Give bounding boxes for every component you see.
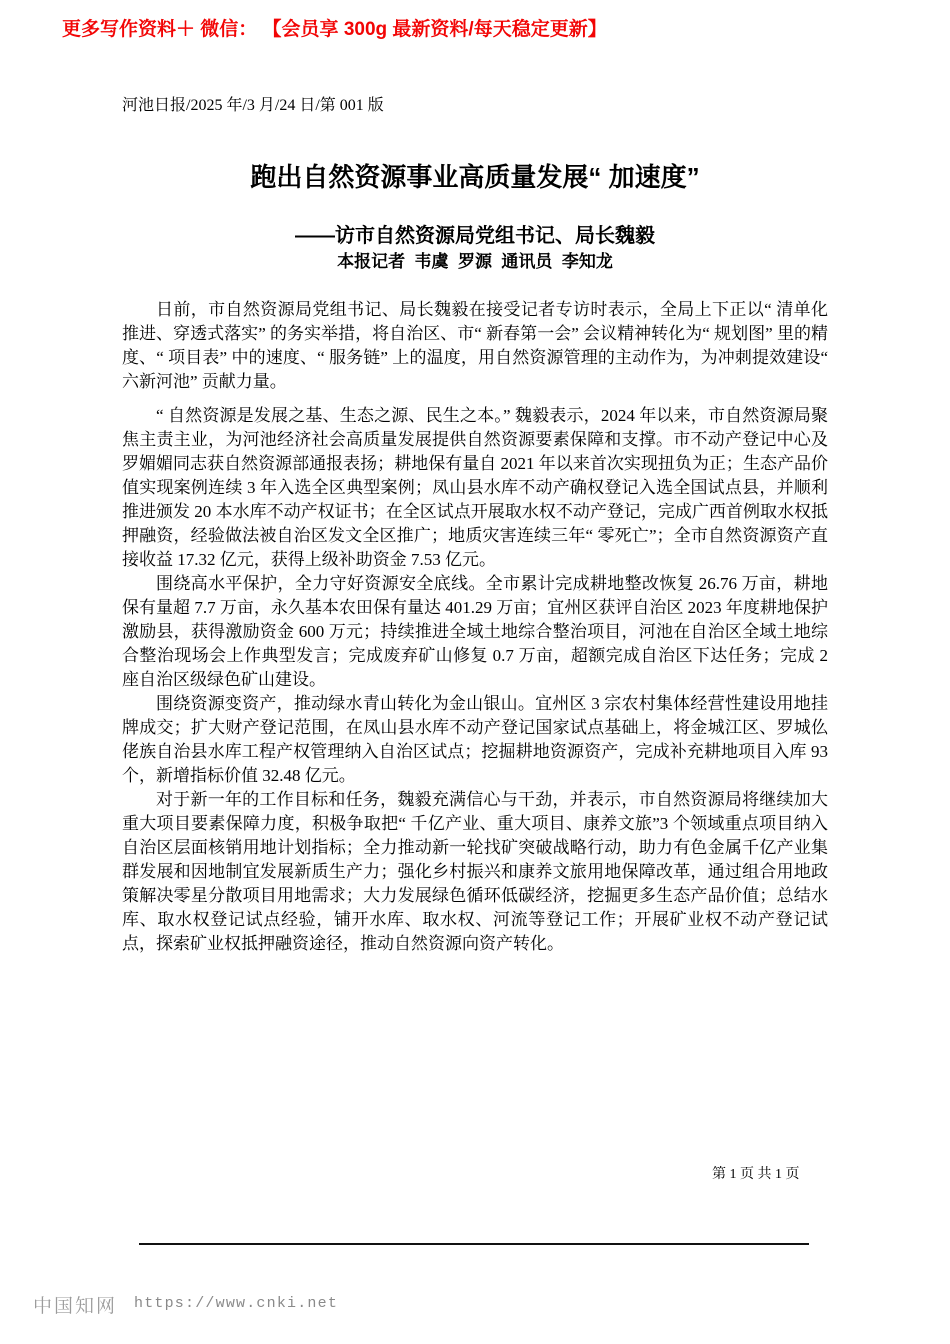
page-indicator: 第 1 页 共 1 页: [712, 1167, 800, 1182]
article-paragraph: 日前，市自然资源局党组书记、局长魏毅在接受记者专访时表示，全局上下正以“ 清单化推进、穿透式落实” 的务实举措，将自治区、市“ 新春第一会” 会议精神转化为“ 规划图” 里的精度、“ 项目表” 中的速度、“ 服务链” 上的温度，用自然资源管理的主动作为，为冲刺提效建设“ 六新河池” 贡献力量。: [122, 300, 833, 391]
cnki-url: https://www.cnki.net: [134, 1295, 339, 1312]
article-title: 跑出自然资源事业高质量发展“ 加速度”: [250, 162, 700, 193]
article-subtitle: ——访市自然资源局党组书记、局长魏毅: [295, 224, 655, 247]
footer-divider: [139, 1243, 809, 1245]
cnki-logo-text: 中国知网: [33, 1296, 118, 1317]
article-body: [122, 298, 833, 956]
article-byline: 本报记者 韦虞 罗源 通讯员 李知龙: [337, 252, 613, 271]
article-paragraph: “ 自然资源是发展之基、生态之源、民生之本。” 魏毅表示，2024 年以来，市自然资源局聚焦主责主业，为河池经济社会高质量发展提供自然资源要素保障和支撑。市不动产登记中心及罗媚媚同志获自然资源部通报表扬；耕地保有量自 2021 年以来首次实现扭负为正；生态产品价值实现案例连续 3 年入选全区典型案例；凤山县水库不动产确权登记入选全国试点县，并顺利推进颁发 20 本水库不动产权证书；在全区试点开展取水权不动产登记，完成广西首例取水权抵押融资，经验做法被自治区发文全区推广；地质灾害连续三年“ 零死亡”；全市自然资源资产直接收益 17.32 亿元，获得上级补助资金 7.53 亿元。: [122, 406, 828, 569]
article-paragraph: 围绕资源变资产，推动绿水青山转化为金山银山。宜州区 3 宗农村集体经营性建设用地挂牌成交；扩大财产登记范围，在凤山县水库不动产登记国家试点基础上，将金城江区、罗城仫佬族自治县水库工程产权管理纳入自治区试点；挖掘耕地资源资产，完成补充耕地项目入库 93 个，新增指标价值 32.48 亿元。: [122, 694, 833, 785]
source-line: 河池日报/2025 年/3 月/24 日/第 001 版: [122, 97, 384, 114]
promo-banner-text: 更多写作资料＋ 微信： 【会员享 300g 最新资料/每天稳定更新】: [62, 19, 607, 40]
article-paragraph: 围绕高水平保护，全力守好资源安全底线。全市累计完成耕地整改恢复 26.76 万亩，耕地保有量超 7.7 万亩，永久基本农田保有量达 401.29 万亩；宜州区获评自治区 2023 年度耕地保护激励县，获得激励资金 600 万元；持续推进全域土地综合整治项目，河池在自治区全域土地综合整治现场会上作典型发言；完成废弃矿山修复 0.7 万亩，超额完成自治区下达任务；完成 2 座自治区级绿色矿山建设。: [122, 574, 833, 689]
article-paragraph: 对于新一年的工作目标和任务，魏毅充满信心与干劲，并表示，市自然资源局将继续加大重大项目要素保障力度，积极争取把“ 千亿产业、重大项目、康养文旅”3 个领域重点项目纳入自治区层面核销用地计划指标；全力推动新一轮找矿突破战略行动，助力有色金属千亿产业集群发展和因地制宜发展新质生产力；强化乡村振兴和康养文旅用地保障改革，通过组合用地政策解决零星分散项目用地需求；大力发展绿色循环低碳经济，挖掘更多生态产品价值；总结水库、取水权登记试点经验，铺开水库、取水权、河流等登记工作；开展矿业权不动产登记试点，探索矿业权抵押融资途径，推动自然资源向资产转化。: [122, 790, 828, 953]
